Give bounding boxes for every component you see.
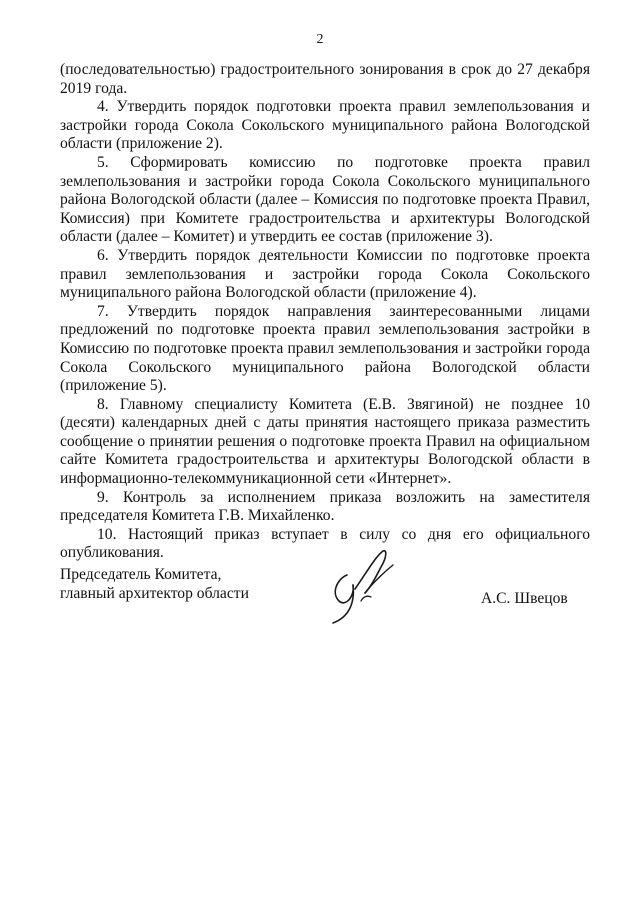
paragraph-item-4: 4. Утвердить порядок подготовки проекта правил землепользования и застройки города Сокола Сокольского муниципального района Вологодской области (приложение 2). bbox=[60, 98, 590, 153]
page-number: 2 bbox=[316, 32, 324, 47]
paragraph-item-7: 7. Утвердить порядок направления заинтересованными лицами предложений по подготовке проекта правил землепользования застройки в Комиссию по подготовке проекта правил землепользования и застройки города Сокола Сокольского муниципального района Вологодской области (приложение 5). bbox=[60, 302, 590, 395]
document-body bbox=[60, 61, 590, 563]
signatory-title-line-1: Председатель Комитета, bbox=[60, 566, 222, 583]
paragraph-item-9: 9. Контроль за исполнением приказа возложить на заместителя председателя Комитета Г.В. Михайленко. bbox=[60, 488, 590, 525]
signatory-title-line-2: главный архитектор области bbox=[60, 585, 249, 602]
signatory-name: А.С. Швецов bbox=[481, 590, 568, 607]
paragraph-item-6: 6. Утвердить порядок деятельности Комиссии по подготовке проекта правил землепользования и застройки города Сокола Сокольского муниципального района Вологодской области (приложение 4). bbox=[60, 246, 590, 302]
handwritten-signature-icon bbox=[325, 545, 405, 625]
signatory-title bbox=[60, 565, 249, 603]
paragraph-item-10: 10. Настоящий приказ вступает в силу со дня его официального опубликования. bbox=[60, 525, 590, 562]
paragraph-continuation: (последовательностью) градостроительного зонирования в срок до 27 декабря 2019 года. bbox=[60, 61, 590, 97]
paragraph-item-5: 5. Сформировать комиссию по подготовке проекта правил землепользования и застройки города Сокола Сокольского муниципального района Вологодской области (далее – Комиссия по подготовке проекта Правил, Комиссия) при Комитете градостроительства и архитектуры Вологодской области (далее – Комитет) и утвердить ее состав (приложение 3). bbox=[60, 153, 590, 246]
paragraph-item-8: 8. Главному специалисту Комитета (Е.В. Звягиной) не позднее 10 (десяти) календарных дней с даты принятия настоящего приказа разместить сообщение о принятии решения о подготовке проекта Правил на официальном сайте Комитета градостроительства и архитектуры Вологодской области в информационно-телекоммуникационной сети «Интернет». bbox=[60, 395, 590, 488]
